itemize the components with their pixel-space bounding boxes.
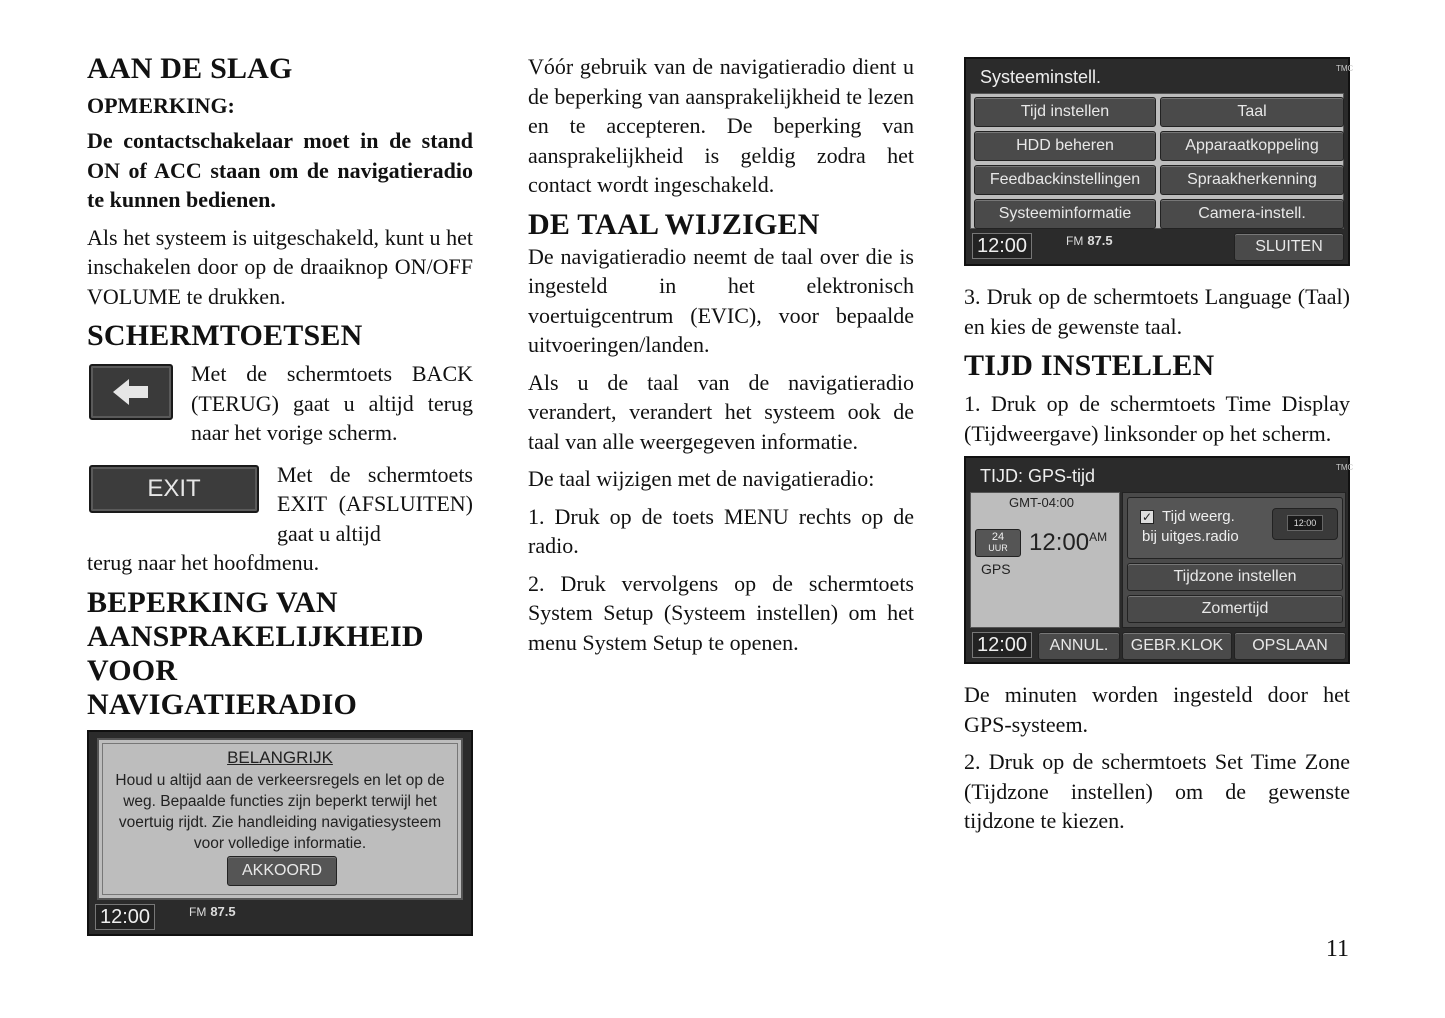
paragraph-language-change: Als u de taal van de navigatieradio verandert, verandert het systeem ook de taal van alle weergegeven informatie. [528, 369, 914, 454]
btn-tijd-instellen[interactable]: Tijd instellen [974, 97, 1156, 127]
step-1-time-display: 1. Druk op de schermtoets Time Display (Tijdweergave) linksonder op het scherm. [964, 391, 1350, 446]
btn-zomertijd[interactable]: Zomertijd [1127, 595, 1343, 623]
time-setup-title: TIJD: GPS-tijd [980, 466, 1096, 486]
paragraph-language-howto: De taal wijzigen met de navigatieradio: [528, 466, 875, 491]
current-time [1029, 529, 1107, 557]
step-3-language: 3. Druk op de schermtoets Language (Taal) en kies de gewenste taal. [964, 284, 1350, 339]
btn-tijdzone-instellen[interactable]: Tijdzone instellen [1127, 563, 1343, 591]
heading-tijd-instellen: TIJD INSTELLEN [964, 349, 1215, 382]
btn-annul[interactable]: ANNUL. [1038, 632, 1120, 660]
page-number: 11 [1325, 936, 1349, 962]
step-1-menu: 1. Druk op de toets MENU rechts op de radio. [528, 503, 914, 558]
column-right [964, 52, 1354, 844]
paragraph-language-evic: De navigatieradio neemt de taal over die is ingesteld in het elektronisch voertuigcentrum (EVIC), voor bepaalde uitvoeringen/landen. [528, 243, 914, 357]
radio-clock-preview-time: 12:00 [1287, 515, 1323, 531]
checkbox-icon[interactable]: ✓ [1141, 510, 1153, 524]
fm-frequency: 87.5 [210, 903, 236, 919]
time-info-panel [970, 492, 1120, 628]
accept-button[interactable]: AKKOORD [227, 856, 337, 886]
show-time-label-2: bij uitges.radio [1142, 528, 1239, 545]
btn-opslaan[interactable]: OPSLAAN [1234, 632, 1346, 660]
back-button-illustration [89, 364, 173, 420]
hour-format-unit: UUR [988, 543, 1008, 553]
tmc-indicator: TMC [1336, 64, 1354, 73]
exit-button-description [87, 460, 473, 549]
gmt-offset: GMT-04:00 [1009, 495, 1075, 510]
exit-button-text: Met de schermtoets EXIT (AFSLUITEN) gaat u altijd [277, 461, 473, 546]
btn-apparaatkoppeling[interactable]: Apparaatkoppeling [1160, 131, 1344, 161]
btn-hdd-beheren[interactable]: HDD beheren [974, 131, 1156, 161]
radio-clock-preview [1272, 508, 1338, 540]
heading-beperking: BEPERKING VAN AANSPRAKELIJKHEID VOOR NAVIGATIERADIO [87, 585, 424, 721]
time-setup-screen [964, 456, 1354, 664]
disclaimer-screen [87, 730, 473, 936]
radio-band [1066, 233, 1113, 248]
system-setup-title: Systeeminstell. [980, 67, 1102, 87]
back-button-text: Met de schermtoets BACK (TERUG) gaat u altijd terug naar het vorige scherm. [191, 361, 473, 445]
hour-format-number: 24 [991, 531, 1005, 543]
back-button-description [87, 359, 473, 448]
btn-sluiten[interactable]: SLUITEN [1234, 233, 1344, 261]
btn-gebr-klok[interactable]: GEBR.KLOK [1122, 632, 1232, 660]
heading-schermtoetsen: SCHERMTOETSEN [87, 319, 363, 352]
fm-label: FM [189, 904, 207, 919]
paragraph-disclaimer-intro: Vóór gebruik van de navigatieradio dient u de beperking van aansprakelijkheid te lezen en te accepteren. De beperking van aansprakelijkheid is geldig zodra het contact wordt ingeschakeld. [528, 54, 914, 197]
disclaimer-title: BELANGRIJK [227, 747, 333, 767]
system-setup-screen [964, 57, 1354, 266]
hour-format-badge[interactable] [975, 529, 1021, 557]
note-label: OPMERKING: [87, 93, 235, 118]
paragraph-power-on: Als het systeem is uitgeschakeld, kunt u het inschakelen door op de draaiknop ON/OFF VOLUME te drukken. [87, 224, 473, 309]
heading-taal-wijzigen: DE TAAL WIJZIGEN [528, 207, 820, 241]
show-time-label-1: Tijd weerg. [1162, 508, 1235, 525]
fm-label: FM [1066, 234, 1084, 248]
disclaimer-panel [97, 738, 463, 900]
btn-camera-instell[interactable]: Camera-instell. [1160, 199, 1344, 229]
heading-aan-de-slag: AAN DE SLAG [87, 52, 293, 85]
disclaimer-body: Houd u altijd aan de verkeersregels en let op de weg. Bepaalde functies zijn beperkt terwijl het voertuig rijdt. Zie handleiding navigatiesysteem voor volledige informatie. [115, 771, 445, 852]
btn-systeeminformatie[interactable]: Systeeminformatie [974, 199, 1156, 229]
paragraph-gps-minutes: De minuten worden ingesteld door het GPS-systeem. [964, 682, 1350, 737]
tmc-indicator: TMC [1336, 463, 1354, 472]
column-middle [528, 52, 914, 665]
radio-band [189, 904, 236, 919]
btn-feedbackinstellingen[interactable]: Feedbackinstellingen [974, 165, 1156, 195]
clock-display[interactable]: 12:00 [95, 904, 155, 930]
btn-spraakherkenning[interactable]: Spraakherkenning [1160, 165, 1344, 195]
current-time-ampm: AM [1089, 530, 1108, 544]
clock-display[interactable]: 12:00 [972, 632, 1032, 658]
fm-frequency: 87.5 [1087, 233, 1113, 248]
btn-taal[interactable]: Taal [1160, 97, 1344, 127]
step-2-time-zone: 2. Druk op de schermtoets Set Time Zone (Tijdzone instellen) om de gewenste tijdzone te kiezen. [964, 749, 1350, 833]
back-arrow-icon [111, 377, 151, 407]
time-source: GPS [981, 561, 1011, 577]
exit-button-text-continued: terug naar het hoofdmenu. [87, 550, 320, 575]
column-left [87, 52, 473, 936]
current-time-value: 12:00 [1029, 529, 1090, 556]
note-text: De contactschakelaar moet in de stand ON of ACC staan om de navigatieradio te kunnen bedienen. [87, 128, 473, 212]
clock-display[interactable]: 12:00 [972, 233, 1032, 259]
exit-button-illustration: EXIT [89, 465, 259, 513]
show-time-option[interactable] [1127, 497, 1343, 559]
step-2-system-setup: 2. Druk vervolgens op de schermtoets System Setup (Systeem instellen) om het menu System Setup te openen. [528, 570, 914, 655]
time-options-panel [1122, 492, 1346, 628]
